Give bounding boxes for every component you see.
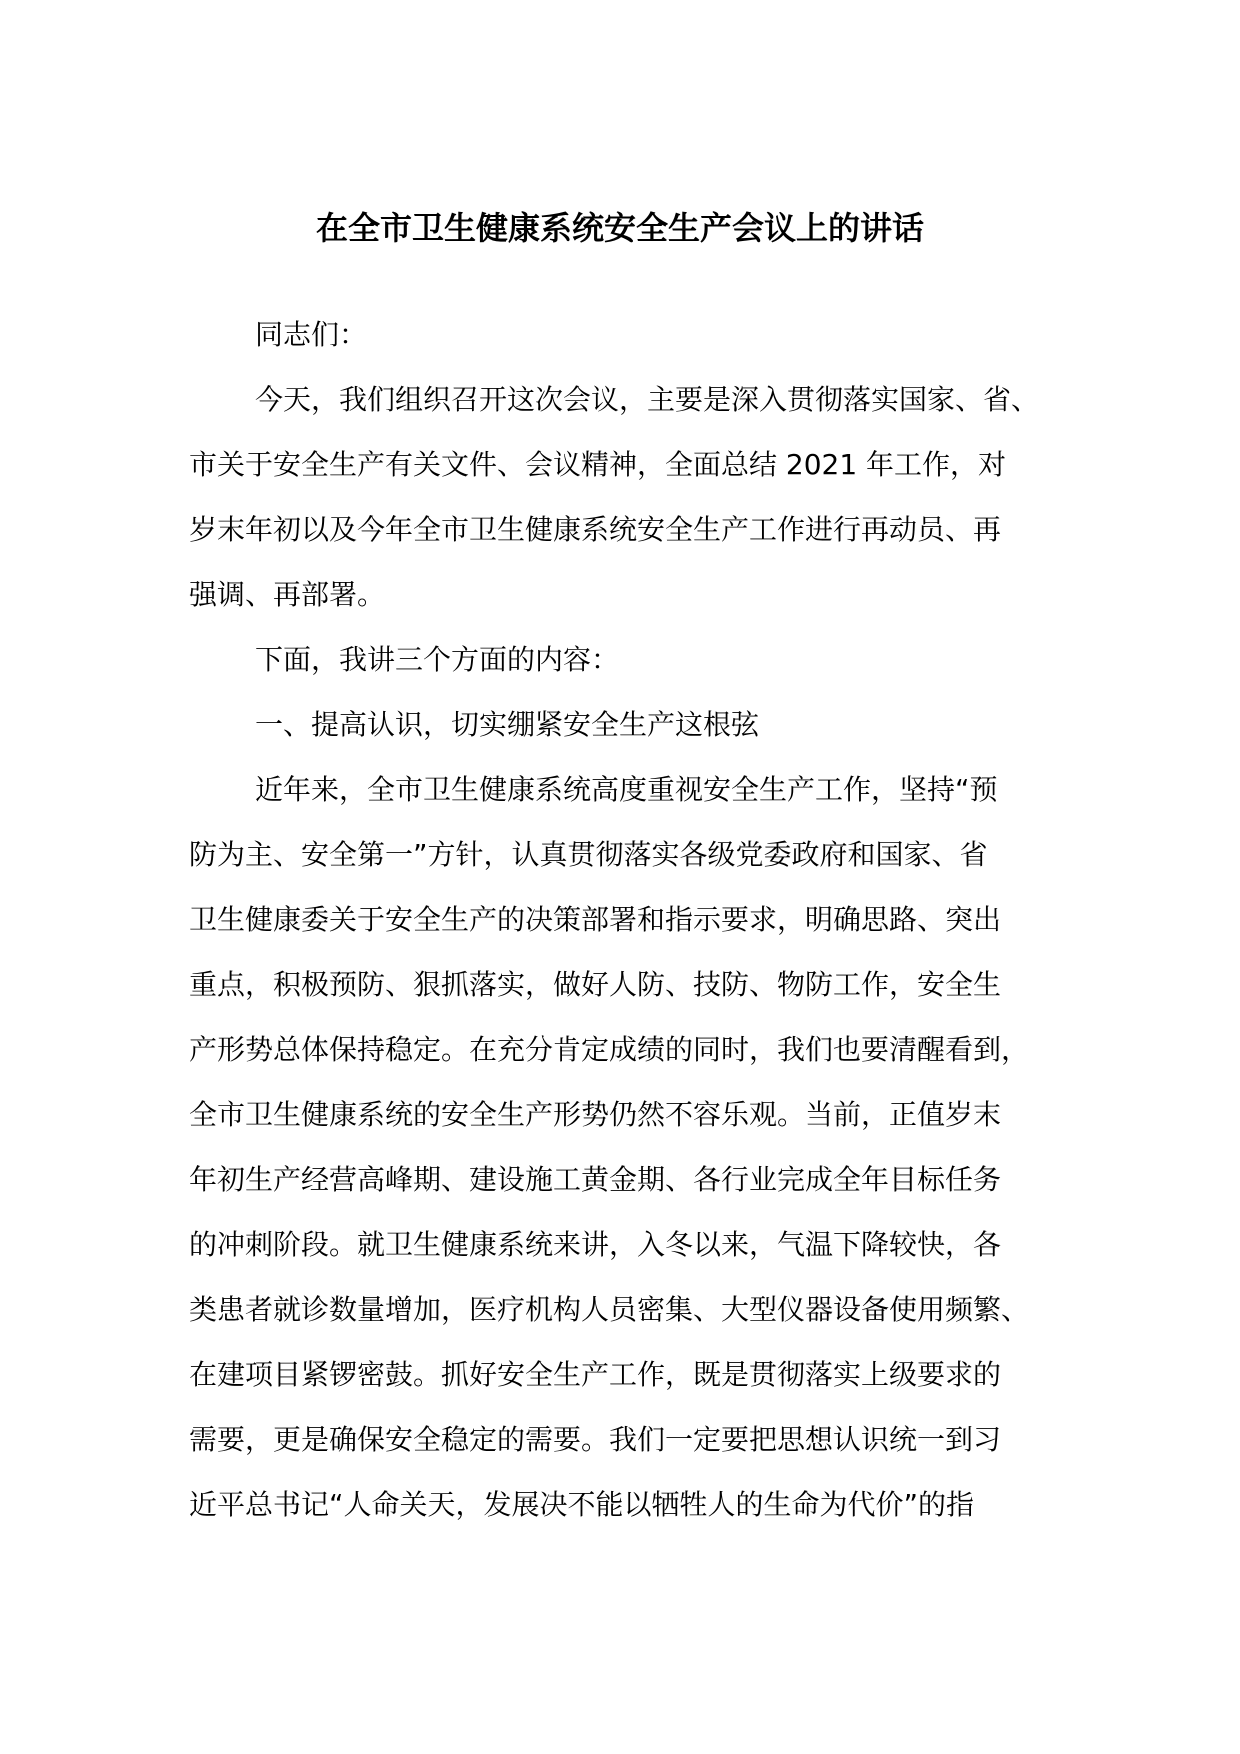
text-line: 防为主、安全第一”方针，认真贯彻落实各级党委政府和国家、省 [189, 838, 988, 871]
text-line: 近年来，全市卫生健康系统高度重视安全生产工作，坚持“预 [255, 773, 998, 806]
text-line: 的冲刺阶段。就卫生健康系统来讲，入冬以来，气温下降较快，各 [189, 1228, 1002, 1261]
text-line: 类患者就诊数量增加，医疗机构人员密集、大型仪器设备使用频繁、 [189, 1293, 1030, 1326]
paragraph-section-1 [189, 757, 1065, 1537]
section-heading-1 [189, 692, 1065, 757]
text-line: 全市卫生健康系统的安全生产形势仍然不容乐观。当前，正值岁末 [189, 1098, 1002, 1131]
text-line: 年初生产经营高峰期、建设施工黄金期、各行业完成全年目标任务 [189, 1163, 1002, 1196]
text-line: 今天，我们组织召开这次会议，主要是深入贯彻落实国家、省、 [255, 383, 1040, 416]
text-line: 在建项目紧锣密鼓。抓好安全生产工作，既是贯彻落实上级要求的 [189, 1358, 1002, 1391]
paragraph-outline [189, 627, 1065, 692]
paragraph-salutation [189, 302, 1065, 367]
paragraph-intro [189, 367, 1065, 627]
text-line: 下面，我讲三个方面的内容： [255, 643, 620, 676]
text-line: 需要，更是确保安全稳定的需要。我们一定要把思想认识统一到习 [189, 1423, 1002, 1456]
text-line: 岁末年初以及今年全市卫生健康系统安全生产工作进行再动员、再 [189, 513, 1002, 546]
text-line: 同志们： [255, 318, 368, 351]
text-line: 市关于安全生产有关文件、会议精神，全面总结 2021 年工作，对 [189, 448, 1007, 481]
text-line: 卫生健康委关于安全生产的决策部署和指示要求，明确思路、突出 [189, 903, 1002, 936]
text-line: 近平总书记“人命关天，发展决不能以牺牲人的生命为代价”的指 [189, 1488, 975, 1521]
document-body [189, 302, 1065, 1537]
document-title: 在全市卫生健康系统安全生产会议上的讲话 [315, 209, 924, 247]
text-line: 强调、再部署。 [189, 578, 386, 611]
text-line: 一、提高认识，切实绷紧安全生产这根弦 [255, 708, 760, 741]
text-line: 产形势总体保持稳定。在充分肯定成绩的同时，我们也要清醒看到， [189, 1033, 1030, 1066]
text-line: 重点，积极预防、狠抓落实，做好人防、技防、物防工作，安全生 [189, 968, 1002, 1001]
